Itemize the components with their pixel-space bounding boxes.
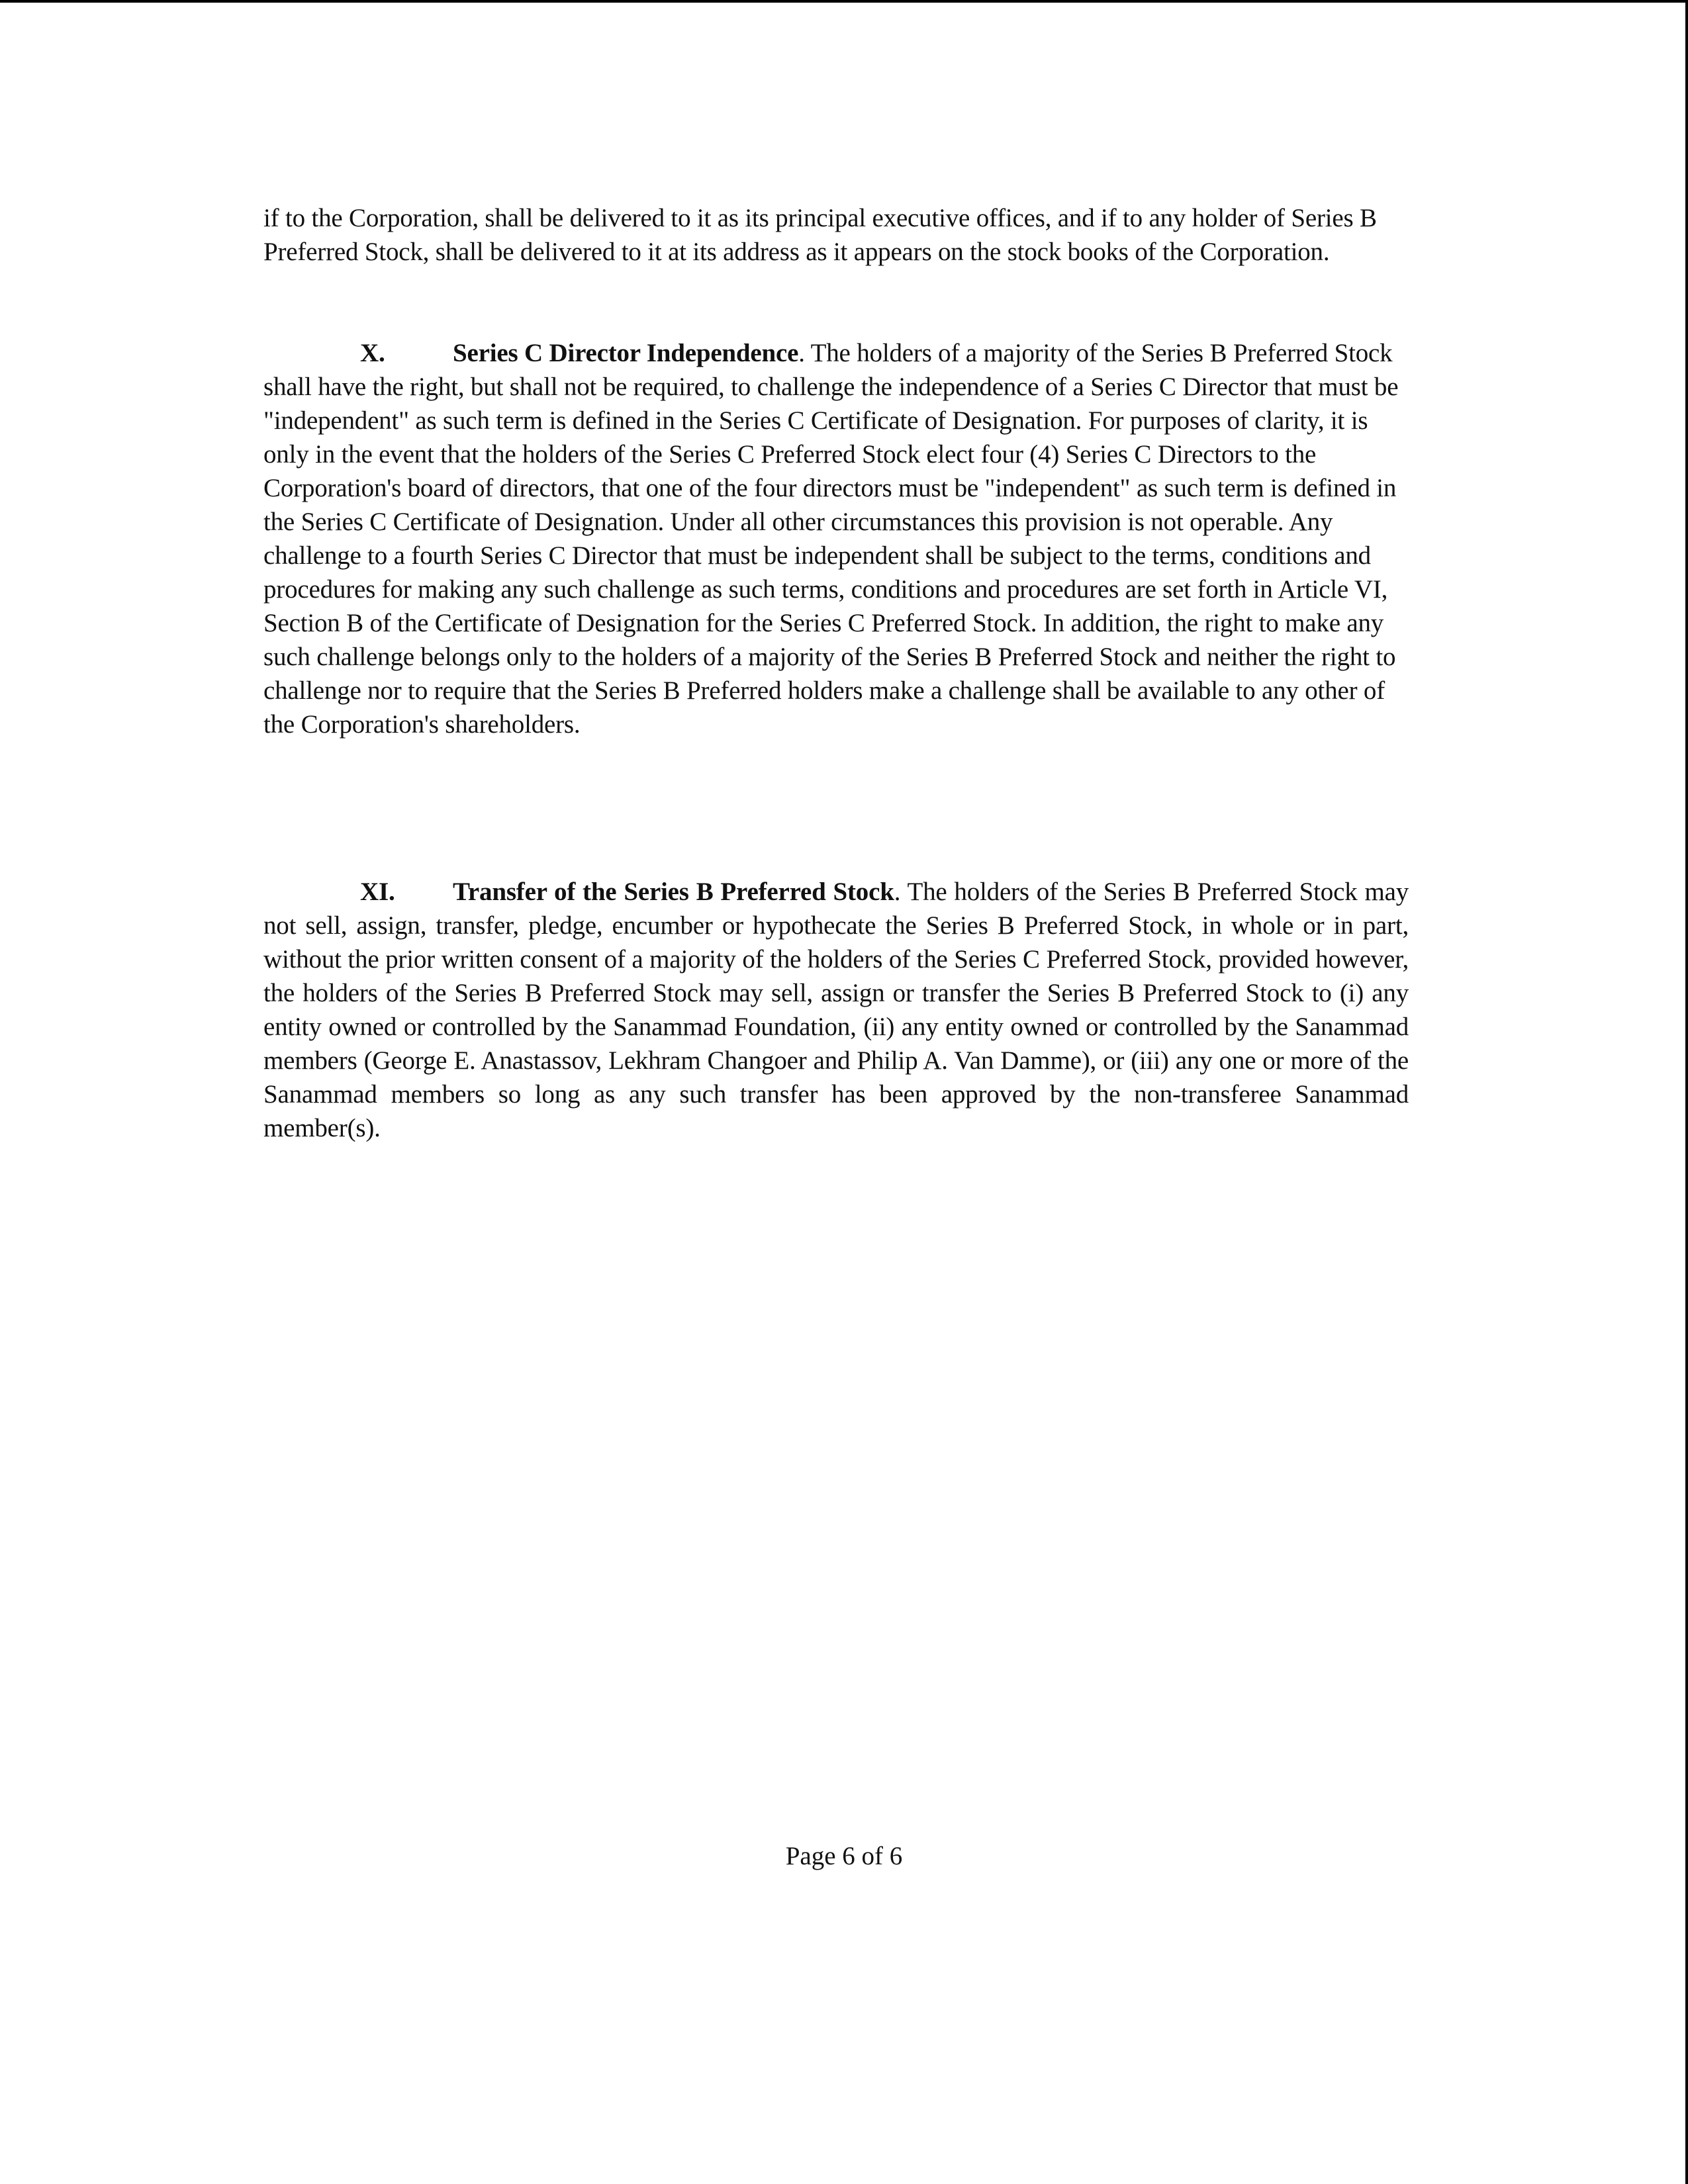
section-x-body: . The holders of a majority of the Series B Preferred Stock shall have the right, but shall not be required, to challenge the independence of a Series C Director that must be "independent" as such term is defined in the Series C Certificate of Designation. For purposes of clarity, it is only in the event that the holders of the Series C Preferred Stock elect four (4) Series C Directors to the Corporation's board of directors, that one of the four directors must be "independent" as such term is defined in the Series C Certificate of Designation. Under all other circumstances this provision is not operable. Any challenge to a fourth Series C Director that must be independent shall be subject to the terms, conditions and procedures for making any such challenge as such terms, conditions and procedures are set forth in Article VI, Section B of the Certificate of Designation for the Series C Preferred Stock. In addition, the right to make any such challenge belongs only to the holders of a majority of the Series B Preferred Stock and neither the right to challenge nor to require that the Series B Preferred holders make a challenge shall be available to any other of the Corporation's shareholders. [263,339,1399,739]
section-x-title: Series C Director Independence [453,339,799,367]
section-x-number: X. [360,339,385,367]
section-xi-paragraph [263,875,1409,1145]
section-x-paragraph [263,336,1409,741]
section-xi-body: . The holders of the Series B Preferred Stock may not sell, assign, transfer, pledge, encumber or hypothecate the Series B Preferred Stock, in whole or in part, without the prior written consent of a majority of the holders of the Series C Preferred Stock, provided however, the holders of the Series B Preferred Stock may sell, assign or transfer the Series B Preferred Stock to (i) any entity owned or controlled by the Sanammad Foundation, (ii) any entity owned or controlled by the Sanammad members (George E. Anastassov, Lekhram Changoer and Philip A. Van Damme), or (iii) any one or more of the Sanammad members so long as any such transfer has been approved by the non-transferee Sanammad member(s). [263,878,1409,1142]
page-number: Page 6 of 6 [785,1842,903,1870]
section-xi-number: XI. [360,878,395,906]
section-xi-title: Transfer of the Series B Preferred Stock [453,878,894,906]
intro-paragraph: if to the Corporation, shall be delivered to it as its principal executive offices, and if to any holder of Series B Preferred Stock, shall be delivered to it at its address as it appears on the stock books of the Corporation. [263,204,1377,266]
